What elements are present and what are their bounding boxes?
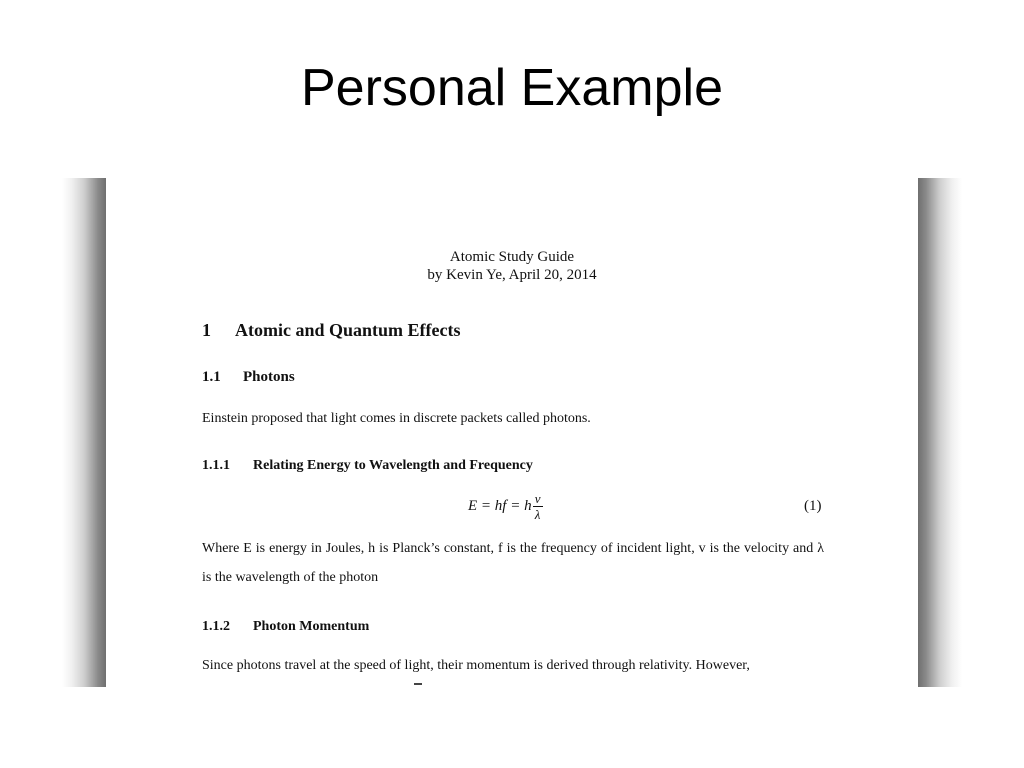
section-title: Atomic and Quantum Effects (235, 320, 461, 340)
document-title: Atomic Study Guide (449, 249, 575, 265)
momentum-paragraph: Since photons travel at the speed of light, their momentum is derived through relativity. However, (202, 658, 750, 673)
subsubsection-title: Photon Momentum (253, 619, 370, 634)
section-heading (202, 320, 461, 341)
equation-lhs: E = hf = h (468, 498, 532, 514)
clipped-text-fragment (414, 683, 422, 685)
subsubsection-title: Relating Energy to Wavelength and Frequency (253, 458, 533, 473)
subsubsection-number: 1.1.1 (202, 458, 230, 473)
intro-paragraph: Einstein proposed that light comes in discrete packets called photons. (202, 411, 591, 426)
energy-equation (468, 492, 543, 521)
subsubsection-heading-energy (202, 458, 533, 474)
document-byline: by Kevin Ye, April 20, 2014 (427, 267, 597, 283)
explanation-paragraph: Where E is energy in Joules, h is Planck’s constant, f is the frequency of incident light, v is the velocity and λ is the wavelength of the photon (202, 541, 824, 585)
equation-fraction (533, 492, 543, 521)
equation-number: (1) (804, 498, 822, 514)
equation-numerator: v (534, 491, 541, 506)
slide-title: Personal Example (301, 59, 723, 117)
section-number: 1 (202, 320, 211, 340)
equation-denominator: λ (534, 507, 541, 522)
subsubsection-heading-momentum (202, 619, 369, 635)
subsection-title: Photons (243, 369, 295, 385)
subsubsection-number: 1.1.2 (202, 619, 230, 634)
document-page (106, 178, 918, 687)
subsection-number: 1.1 (202, 369, 221, 385)
subsection-heading (202, 369, 295, 386)
